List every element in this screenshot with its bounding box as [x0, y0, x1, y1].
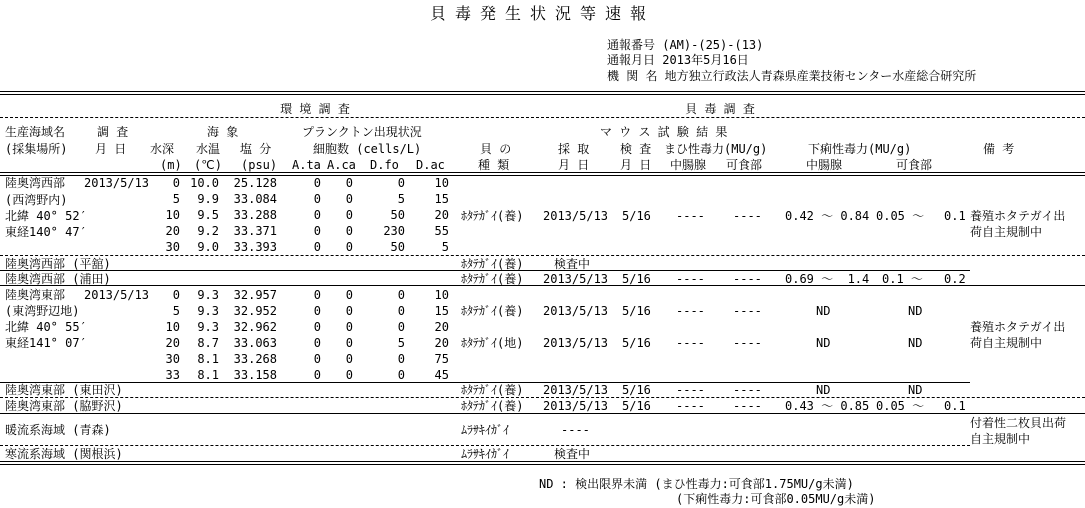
water-temp-value: 9.5 — [197, 208, 219, 222]
shell-type: ﾎﾀﾃｶﾞｲ(養) — [461, 304, 524, 318]
water-temp-value: 9.3 — [197, 288, 219, 302]
dsp-edible: ND — [908, 336, 923, 350]
psp-edible: ---- — [733, 399, 762, 413]
d-ac-value: 20 — [434, 336, 449, 350]
header-temp: 水温 — [196, 142, 221, 156]
survey-date: 2013/5/13 — [84, 288, 150, 302]
a-ta-value: 0 — [313, 224, 321, 238]
a-ca-value: 0 — [345, 336, 353, 350]
sample-date: 2013/5/13 — [543, 209, 609, 223]
depth-value: 20 — [165, 224, 180, 238]
depth-value: 0 — [172, 176, 180, 190]
area-label: (東湾野辺地) — [5, 304, 80, 318]
depth-value: 0 — [172, 288, 180, 302]
sample-date: 2013/5/13 — [543, 383, 609, 397]
area-label: 陸奥湾西部 (浦田) — [5, 272, 111, 286]
shell-type: ﾎﾀﾃｶﾞｲ(養) — [461, 272, 524, 286]
dsp-gut: ND — [816, 304, 831, 318]
a-ca-value: 0 — [345, 240, 353, 254]
psp-edible: ---- — [733, 383, 762, 397]
dsp-edible-max: 0.1 — [944, 399, 966, 413]
psp-edible: ---- — [733, 336, 762, 350]
remark: 荷自主規制中 — [970, 225, 1043, 239]
header-survey-sub: 月 日 — [95, 142, 127, 156]
dsp-edible: ND — [908, 304, 923, 318]
header-dsp: 下痢性毒力(MU/g) — [808, 142, 912, 156]
header-test: 検 査 — [620, 142, 652, 156]
a-ca-value: 0 — [345, 176, 353, 190]
remark: 自主規制中 — [970, 432, 1031, 446]
a-ca-value: 0 — [345, 288, 353, 302]
divider — [0, 270, 970, 271]
d-ac-value: 20 — [434, 320, 449, 334]
section-environment: 環 境 調 査 — [280, 102, 350, 116]
remark: 荷自主規制中 — [970, 336, 1043, 350]
water-temp-value: 10.0 — [190, 176, 219, 190]
d-fo-value: 50 — [390, 240, 405, 254]
divider — [0, 117, 1085, 118]
header-remark: 備 考 — [983, 142, 1015, 156]
table-top-border — [0, 91, 1085, 95]
report-date: 通報月日 2013年5月16日 — [607, 53, 749, 67]
header-sample: 採 取 — [558, 142, 590, 156]
a-ca-value: 0 — [345, 208, 353, 222]
area-label: 陸奥湾西部 — [5, 176, 66, 190]
divider — [0, 413, 1085, 414]
dsp-gut: 0.43 ～ 0.85 — [785, 399, 870, 413]
header-dsp-edible: 可食部 — [896, 158, 933, 172]
a-ta-value: 0 — [313, 208, 321, 222]
area-label: (西湾野内) — [5, 193, 68, 207]
divider — [0, 445, 970, 446]
header-depth: 水深 — [150, 142, 175, 156]
shell-type: ﾎﾀﾃｶﾞｲ(養) — [461, 399, 524, 413]
psp-edible: ---- — [733, 304, 762, 318]
a-ca-value: 0 — [345, 304, 353, 318]
organization: 機 関 名 地方独立行政法人青森県産業技術センター水産総合研究所 — [607, 69, 977, 83]
a-ca-value: 0 — [345, 320, 353, 334]
depth-value: 10 — [165, 320, 180, 334]
psp-gut: ---- — [676, 209, 705, 223]
depth-value: 10 — [165, 208, 180, 222]
psp-edible: ---- — [733, 272, 762, 286]
salinity-value: 32.952 — [233, 304, 277, 318]
test-date: 5/16 — [622, 272, 651, 286]
salinity-value: 33.063 — [233, 336, 277, 350]
header-aca: A.ca — [327, 158, 356, 172]
a-ca-value: 0 — [345, 192, 353, 206]
shell-type: ﾎﾀﾃｶﾞｲ(地) — [461, 336, 524, 350]
header-shell: 貝 の — [480, 142, 512, 156]
d-ac-value: 45 — [434, 368, 449, 382]
psp-gut: ---- — [676, 272, 705, 286]
shell-type: ﾑﾗｻｷｲｶﾞｲ — [461, 447, 510, 461]
salinity-value: 33.371 — [233, 224, 277, 238]
a-ta-value: 0 — [313, 288, 321, 302]
depth-value: 33 — [165, 368, 180, 382]
salinity-value: 25.128 — [233, 176, 277, 190]
header-mouse-test: マ ウ ス 試 験 結 果 — [600, 125, 728, 139]
d-fo-value: 0 — [397, 288, 405, 302]
salinity-value: 33.288 — [233, 208, 277, 222]
salinity-value: 33.268 — [233, 352, 277, 366]
header-sample-sub: 月 日 — [558, 158, 590, 172]
sample-date: 2013/5/13 — [543, 399, 609, 413]
psp-gut: ---- — [676, 304, 705, 318]
a-ta-value: 0 — [313, 176, 321, 190]
water-temp-value: 9.3 — [197, 304, 219, 318]
dsp-gut: ND — [816, 383, 831, 397]
salinity-value: 33.158 — [233, 368, 277, 382]
psp-edible: ---- — [733, 209, 762, 223]
water-temp-value: 9.2 — [197, 224, 219, 238]
a-ca-value: 0 — [345, 224, 353, 238]
depth-value: 5 — [172, 304, 180, 318]
header-area-sub: (採集場所) — [5, 142, 68, 156]
d-fo-value: 50 — [390, 208, 405, 222]
header-temp-unit: (℃) — [194, 158, 222, 172]
area-label: 寒流系海域 (関根浜) — [5, 447, 123, 461]
test-date: 5/16 — [622, 383, 651, 397]
test-date: 5/16 — [622, 209, 651, 223]
water-temp-value: 9.0 — [197, 240, 219, 254]
header-depth-unit: (m) — [160, 158, 182, 172]
area-label: 北緯 40° 55′ — [5, 320, 87, 334]
remark: 付着性二枚貝出荷 — [970, 416, 1067, 430]
sample-date: 2013/5/13 — [543, 336, 609, 350]
d-ac-value: 10 — [434, 288, 449, 302]
d-ac-value: 10 — [434, 176, 449, 190]
salinity-value: 33.393 — [233, 240, 277, 254]
d-ac-value: 15 — [434, 304, 449, 318]
divider — [0, 397, 1085, 398]
test-date: 5/16 — [622, 336, 651, 350]
remark: 養殖ホタテガイ出 — [970, 209, 1066, 223]
header-psp: まひ性毒力(MU/g) — [664, 142, 768, 156]
area-label: 陸奥湾東部 (東田沢) — [5, 383, 123, 397]
a-ta-value: 0 — [313, 336, 321, 350]
a-ta-value: 0 — [313, 304, 321, 318]
status: 検査中 — [554, 257, 591, 271]
header-dac: D.ac — [416, 158, 445, 172]
dsp-edible: 0.05 ～ — [876, 399, 925, 413]
area-label: 陸奥湾東部 (脇野沢) — [5, 399, 123, 413]
area-label: 東経140° 47′ — [5, 225, 87, 239]
area-label: 北緯 40° 52′ — [5, 209, 87, 223]
d-fo-value: 0 — [397, 352, 405, 366]
divider — [0, 285, 1085, 286]
depth-value: 5 — [172, 192, 180, 206]
psp-gut: ---- — [676, 399, 705, 413]
d-ac-value: 15 — [434, 192, 449, 206]
shell-type: ﾎﾀﾃｶﾞｲ(養) — [461, 257, 524, 271]
a-ca-value: 0 — [345, 352, 353, 366]
water-temp-value: 9.3 — [197, 320, 219, 334]
status: 検査中 — [554, 447, 591, 461]
d-ac-value: 5 — [441, 240, 449, 254]
dsp-edible-max: 0.2 — [944, 272, 966, 286]
psp-gut: ---- — [676, 383, 705, 397]
page-title: 貝毒発生状況等速報 — [429, 4, 655, 23]
salinity-value: 32.962 — [233, 320, 277, 334]
shell-type: ﾎﾀﾃｶﾞｲ(養) — [461, 209, 524, 223]
footnote-nd: ND : 検出限界未満 (まひ性毒力:可食部1.75MU/g未満) — [539, 477, 854, 491]
dsp-gut: 0.42 ～ 0.84 — [785, 209, 870, 223]
header-bottom-border — [0, 172, 1085, 176]
dsp-edible-max: 0.1 — [944, 209, 966, 223]
header-test-sub: 月 日 — [620, 158, 652, 172]
test-date: 5/16 — [622, 304, 651, 318]
psp-gut: ---- — [676, 336, 705, 350]
shell-type: ﾑﾗｻｷｲｶﾞｲ — [461, 423, 510, 437]
header-ata: A.ta — [292, 158, 321, 172]
depth-value: 30 — [165, 352, 180, 366]
water-temp-value: 8.7 — [197, 336, 219, 350]
header-plankton: プランクトン出現状況 — [302, 125, 422, 139]
d-ac-value: 75 — [434, 352, 449, 366]
divider — [0, 255, 1085, 256]
footnote-dsp: (下痢性毒力:可食部0.05MU/g未満) — [676, 492, 876, 506]
section-shellfish-toxin: 貝 毒 調 査 — [685, 102, 755, 116]
header-psp-edible: 可食部 — [726, 158, 763, 172]
a-ta-value: 0 — [313, 320, 321, 334]
test-date: 5/16 — [622, 399, 651, 413]
header-area: 生産海域名 — [5, 125, 66, 139]
depth-value: 20 — [165, 336, 180, 350]
a-ta-value: 0 — [313, 352, 321, 366]
survey-date: 2013/5/13 — [84, 176, 150, 190]
sample-date: 2013/5/13 — [543, 272, 609, 286]
header-dfo: D.fo — [370, 158, 399, 172]
d-fo-value: 230 — [383, 224, 405, 238]
header-salinity: 塩 分 — [240, 142, 272, 156]
d-fo-value: 0 — [397, 304, 405, 318]
remark: 養殖ホタテガイ出 — [970, 320, 1066, 334]
d-fo-value: 5 — [397, 336, 405, 350]
water-temp-value: 9.9 — [197, 192, 219, 206]
dsp-gut: ND — [816, 336, 831, 350]
d-fo-value: 0 — [397, 368, 405, 382]
area-label: 陸奥湾西部 (平舘) — [5, 257, 111, 271]
d-fo-value: 5 — [397, 192, 405, 206]
water-temp-value: 8.1 — [197, 368, 219, 382]
header-sea: 海 象 — [207, 125, 239, 139]
d-fo-value: 0 — [397, 320, 405, 334]
status: ---- — [561, 423, 590, 437]
table-bottom-border — [0, 461, 1085, 465]
area-label: 東経141° 07′ — [5, 336, 87, 350]
header-sal-unit: (psu) — [241, 158, 278, 172]
header-shell-sub: 種 類 — [478, 158, 510, 172]
header-psp-gut: 中腸腺 — [670, 158, 707, 172]
salinity-value: 32.957 — [233, 288, 277, 302]
header-survey: 調 査 — [97, 125, 129, 139]
a-ta-value: 0 — [313, 368, 321, 382]
dsp-edible: 0.1 ～ — [882, 272, 923, 286]
depth-value: 30 — [165, 240, 180, 254]
a-ta-value: 0 — [313, 192, 321, 206]
area-label: 陸奥湾東部 — [5, 288, 66, 302]
sample-date: 2013/5/13 — [543, 304, 609, 318]
dsp-edible: ND — [908, 383, 923, 397]
report-number: 通報番号 (AM)-(25)-(13) — [607, 38, 764, 52]
salinity-value: 33.084 — [233, 192, 277, 206]
shell-type: ﾎﾀﾃｶﾞｲ(養) — [461, 383, 524, 397]
d-fo-value: 0 — [397, 176, 405, 190]
header-cells: 細胞数 (cells/L) — [313, 142, 422, 156]
d-ac-value: 20 — [434, 208, 449, 222]
a-ta-value: 0 — [313, 240, 321, 254]
dsp-edible: 0.05 ～ — [876, 209, 925, 223]
header-dsp-gut: 中腸腺 — [806, 158, 843, 172]
water-temp-value: 8.1 — [197, 352, 219, 366]
d-ac-value: 55 — [434, 224, 449, 238]
dsp-gut: 0.69 ～ 1.4 — [785, 272, 870, 286]
area-label: 暖流系海域 (青森) — [5, 423, 111, 437]
a-ca-value: 0 — [345, 368, 353, 382]
